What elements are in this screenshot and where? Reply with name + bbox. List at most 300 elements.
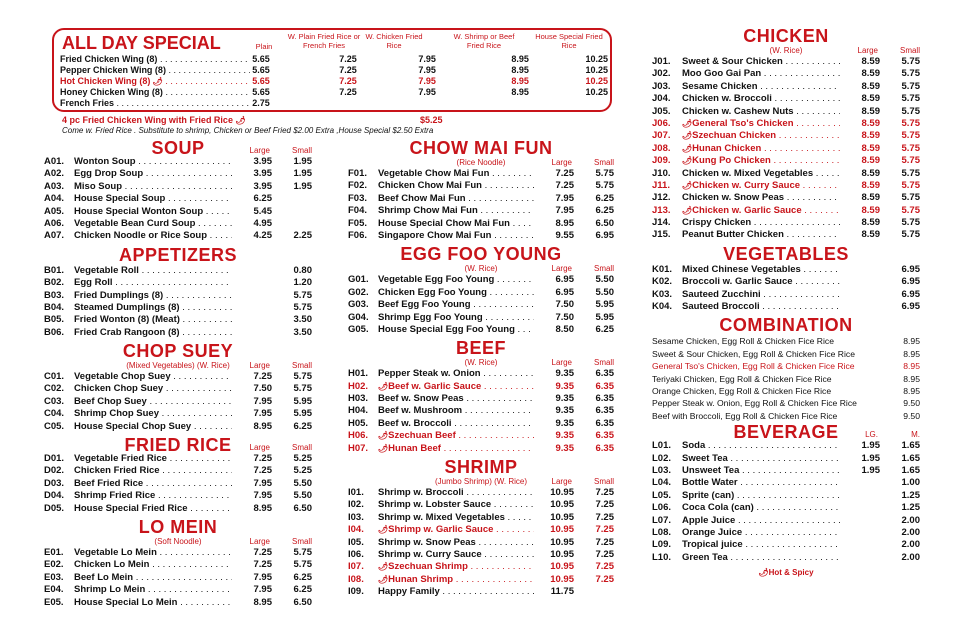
item-name-text: Fried Wonton (8) (Meat) (74, 314, 180, 326)
special-note: Come w. Fried Rice . Substitute to shrimp, Chicken or Beef Fried $2.00 Extra ,House Special $2.50 Extra (62, 126, 434, 135)
item-price-small: 6.35 (595, 368, 614, 380)
item-name (378, 418, 534, 430)
item-price-small: 6.25 (293, 571, 312, 583)
vegetables-title: VEGETABLES (723, 243, 849, 264)
item-name (682, 301, 840, 313)
item-price-small: 1.95 (293, 168, 312, 180)
item-price-small: 5.50 (595, 286, 614, 298)
appetizers-title: APPETIZERS (118, 244, 238, 265)
item-price-large: 7.95 (253, 571, 272, 583)
item-price-large: 9.35 (555, 368, 574, 380)
menu-item (652, 180, 920, 192)
chili-icon: 🌶 (682, 205, 693, 215)
special-price: 7.25 (339, 87, 357, 97)
item-price-large: 11.75 (550, 586, 574, 598)
item-name-text: Vegetable Lo Mein (74, 546, 157, 558)
menu-item (348, 499, 614, 511)
item-price-large: 7.50 (253, 383, 272, 395)
item-name (74, 597, 232, 609)
menu-item (348, 205, 614, 217)
item-code: A05. (44, 205, 65, 217)
special-price: 5.65 (252, 65, 270, 75)
menu-item (44, 572, 312, 584)
item-name (74, 503, 232, 515)
chowmaifun-section (348, 138, 614, 242)
item-code: B01. (44, 264, 65, 276)
item-price-large: 7.95 (555, 192, 574, 204)
menu-item (44, 371, 312, 383)
item-price-small: 7.25 (595, 561, 614, 573)
item-price-large: 8.95 (253, 596, 272, 608)
special-price: 7.95 (418, 54, 436, 64)
eggfooyoung-title: EGG FOO YOUNG (400, 244, 562, 265)
item-price-small: 5.75 (901, 204, 920, 216)
item-code: L06. (652, 502, 672, 514)
menu-item (44, 421, 312, 433)
item-price-small: 7.25 (595, 548, 614, 560)
beef-header-small: Small (593, 358, 614, 368)
menu-item (348, 393, 614, 405)
item-name-text: Szechuan Chicken (692, 130, 777, 142)
menu-item (44, 230, 312, 242)
chili-icon: 🌶 (378, 431, 389, 441)
item-price-large: 8.59 (861, 105, 880, 117)
item-code: L05. (652, 489, 672, 501)
item-price-small: 2.00 (901, 539, 920, 551)
special-item-name-text: Fried Chicken Wing (8) (60, 54, 158, 64)
item-name (74, 206, 232, 218)
chili-icon: 🌶 (682, 118, 693, 128)
item-price-large: 9.35 (555, 393, 574, 405)
item-name (682, 155, 840, 167)
item-price-large: 7.25 (555, 180, 574, 192)
item-price-large: 8.59 (861, 80, 880, 92)
menu-item (348, 168, 614, 180)
special-item (60, 76, 608, 87)
item-price-small: 1.65 (901, 452, 920, 464)
menu-item (44, 465, 312, 477)
item-code: B04. (44, 301, 65, 313)
special-price: 8.95 (511, 65, 529, 75)
menu-item (348, 574, 614, 586)
item-name-text: Sauteed Zucchini (682, 288, 761, 300)
item-name-text: Vegetable Bean Curd Soup (74, 217, 196, 229)
item-code: K03. (652, 288, 673, 300)
special-price: 7.95 (418, 76, 436, 86)
item-code: H05. (348, 417, 369, 429)
eggfooyoung-section (348, 244, 614, 336)
chowmaifun-title: CHOW MAI FUN (409, 138, 553, 158)
item-code: H07. (348, 442, 369, 454)
item-name-text: Peanut Butter Chicken (682, 229, 784, 241)
menu-item (652, 276, 920, 288)
item-price-small: 6.95 (901, 263, 920, 275)
item-code: E04. (44, 584, 64, 596)
item-price-large: 4.25 (253, 230, 272, 242)
item-price-large: 10.95 (550, 511, 574, 523)
menu-item (44, 290, 312, 302)
menu-item (44, 503, 312, 515)
chowmaifun-header-small: Small (593, 158, 614, 167)
menu-item (44, 597, 312, 609)
item-name-text: Shrimp w. Snow Peas (378, 536, 476, 548)
combo-name: Beef with Broccoli, Egg Roll & Chicken Fice Rice (652, 410, 838, 421)
shrimp-subtitle: (Jumbo Shrimp) (W. Rice) (434, 477, 527, 487)
chili-icon: 🌶 (758, 568, 769, 578)
menu-item (652, 106, 920, 118)
item-code: I08. (348, 573, 364, 585)
menu-item (44, 206, 312, 218)
item-code: L03. (652, 464, 672, 476)
item-name (74, 156, 232, 168)
item-name-text: Beef Chow Mai Fun (378, 192, 466, 204)
item-name (378, 524, 534, 536)
item-code: D04. (44, 490, 65, 502)
menu-item (652, 453, 920, 465)
item-name (74, 230, 232, 242)
lomein-section (44, 517, 312, 609)
item-name (74, 396, 232, 408)
combo-price: 9.50 (903, 410, 920, 421)
special-price: 8.95 (511, 76, 529, 86)
menu-item (652, 192, 920, 204)
item-price-small: 6.35 (595, 417, 614, 429)
item-price-small: 2.25 (293, 230, 312, 242)
menu-item (652, 465, 920, 477)
soup-header-large: Large (249, 146, 270, 155)
item-name-text: Hunan Beef (388, 442, 441, 454)
item-price-large: 8.50 (555, 323, 574, 335)
item-name (74, 421, 232, 433)
item-name (378, 512, 534, 524)
item-name-text: Apple Juice (682, 514, 736, 526)
combo-name: Sweet & Sour Chicken, Egg Roll & Chicken Fice Rice (652, 348, 855, 359)
menu-item (348, 524, 614, 536)
item-name (74, 314, 232, 326)
item-price-large: 8.95 (555, 217, 574, 229)
item-price-large: 7.95 (253, 490, 272, 502)
menu-item (652, 527, 920, 539)
item-name-text: Fried Dumplings (8) (74, 289, 164, 301)
item-name-text: Kung Po Chicken (692, 155, 771, 167)
item-name-text: Orange Juice (682, 526, 743, 538)
item-name-text: Shrimp w. Garlic Sauce (388, 524, 494, 536)
combo-item (652, 360, 920, 372)
item-name (74, 277, 232, 289)
item-code: H03. (348, 393, 369, 405)
item-code: J13. (652, 204, 671, 216)
item-name-text: Chicken Noodle or Rice Soup (74, 230, 208, 242)
menu-item (348, 561, 614, 573)
menu-item (348, 368, 614, 380)
item-price-small: 5.75 (293, 301, 312, 313)
special-item-name (60, 87, 250, 98)
special-price: 7.25 (339, 65, 357, 75)
item-price-small: 5.95 (293, 408, 312, 420)
item-price-small: 5.75 (293, 289, 312, 301)
item-code: H04. (348, 405, 369, 417)
item-code: K04. (652, 301, 673, 313)
item-price-large: 8.59 (861, 217, 880, 229)
menu-item (652, 56, 920, 68)
item-name (378, 312, 534, 324)
menu-item (348, 299, 614, 311)
chili-icon: 🌶 (682, 156, 693, 166)
item-price-small: 1.95 (293, 156, 312, 167)
lomein-header-small: Small (291, 536, 312, 546)
item-price-large: 9.35 (555, 405, 574, 417)
special-price: 2.75 (252, 98, 270, 108)
item-code: I02. (348, 499, 364, 511)
item-price-large: 10.95 (550, 573, 574, 585)
item-price-small: 6.25 (293, 584, 312, 596)
menu-item (348, 443, 614, 455)
item-code: G01. (348, 274, 369, 286)
item-name-text: Beef Lo Mein (74, 571, 134, 583)
item-price-small: 5.25 (293, 465, 312, 477)
chili-icon: 🌶 (378, 525, 389, 535)
menu-item (44, 277, 312, 289)
item-name (682, 217, 840, 229)
item-price-large: 7.95 (253, 395, 272, 407)
chili-icon: 🌶 (682, 131, 693, 141)
item-code: L10. (652, 551, 672, 563)
promo-text: 4 pc Fried Chicken Wing with Fried Rice (62, 115, 233, 125)
beverage-header-small: M. (911, 430, 920, 440)
special-price: 8.95 (511, 87, 529, 97)
item-price-small: 5.75 (293, 559, 312, 571)
friedrice-section (44, 435, 312, 515)
item-code: E05. (44, 596, 64, 608)
friedrice-header-large: Large (249, 443, 270, 453)
item-code: J07. (652, 130, 671, 142)
item-name (74, 559, 232, 571)
combo-item (652, 397, 920, 409)
item-price-large: 8.59 (861, 204, 880, 216)
chicken-title: CHICKEN (743, 26, 829, 46)
eggfooyoung-header-small: Small (593, 264, 614, 274)
menu-item (652, 155, 920, 167)
item-name (682, 539, 840, 551)
item-name (74, 265, 232, 277)
special-item-name-text: Honey Chicken Wing (8) (60, 87, 163, 97)
item-price-small: 2.00 (901, 551, 920, 563)
menu-item (652, 93, 920, 105)
combo-price: 8.95 (903, 385, 920, 396)
menu-item (652, 168, 920, 180)
item-price-large: 10.95 (550, 487, 574, 499)
item-name (682, 93, 840, 105)
item-code: J12. (652, 192, 671, 204)
item-price-large: 7.95 (555, 205, 574, 217)
item-price-small: 6.35 (595, 380, 614, 392)
beef-section (348, 338, 614, 455)
item-code: C02. (44, 383, 65, 395)
item-price-large: 10.95 (550, 536, 574, 548)
item-code: J01. (652, 56, 671, 67)
menu-item (44, 490, 312, 502)
item-code: I07. (348, 561, 364, 573)
beef-subtitle: (W. Rice) (464, 358, 498, 368)
item-price-large: 9.35 (555, 430, 574, 442)
shrimp-title: SHRIMP (444, 457, 518, 478)
item-name-text: Beef w. Mushroom (378, 405, 463, 417)
item-code: C05. (44, 420, 65, 432)
menu-item (44, 327, 312, 339)
chili-icon: 🌶 (682, 180, 693, 190)
item-price-large: 9.55 (555, 229, 574, 241)
item-price-small: 7.25 (595, 499, 614, 511)
item-name-text: Shrimp Chow Mai Fun (378, 205, 478, 217)
chicken-header-small: Small (899, 46, 920, 55)
item-name-text: Beef Chop Suey (74, 395, 147, 407)
menu-item (652, 217, 920, 229)
menu-item (44, 193, 312, 205)
special-price: 8.95 (511, 54, 529, 64)
item-price-small: 7.25 (595, 536, 614, 548)
item-code: J05. (652, 105, 671, 117)
item-name-text: Chicken Fried Rice (74, 465, 160, 477)
item-price-large: 9.35 (555, 380, 574, 392)
special-item-name (60, 65, 250, 76)
column-right (652, 26, 920, 577)
item-code: L02. (652, 452, 672, 464)
item-price-small: 5.75 (901, 167, 920, 179)
item-price-small: 6.25 (293, 420, 312, 432)
item-name (378, 537, 534, 549)
item-name-text: Beef Egg Foo Young (378, 299, 471, 311)
item-price-small: 6.50 (293, 502, 312, 514)
item-price-small: 1.95 (293, 180, 312, 192)
item-name (682, 264, 840, 276)
menu-item (44, 478, 312, 490)
item-name (682, 465, 840, 477)
item-price-small: 5.75 (901, 93, 920, 105)
special-price: 10.25 (585, 65, 608, 75)
item-name (74, 193, 232, 205)
menu-item (652, 68, 920, 80)
appetizers-section (44, 245, 312, 339)
item-price-small: 5.75 (901, 217, 920, 229)
special-header: W. Plain Fried Rice or French Fries (287, 32, 361, 50)
item-price-small: 1.20 (293, 277, 312, 289)
item-price-small: 5.50 (293, 490, 312, 502)
item-price-small: 5.75 (901, 80, 920, 92)
item-code: G03. (348, 299, 369, 311)
item-name-text: Chicken w. Broccoli (682, 93, 772, 105)
menu-item (652, 264, 920, 276)
item-price-small: 1.65 (901, 440, 920, 452)
item-price-small: 6.95 (901, 301, 920, 313)
menu-item (348, 512, 614, 524)
item-name (74, 478, 232, 490)
menu-item (652, 301, 920, 313)
item-name-text: Chicken Egg Foo Young (378, 286, 487, 298)
item-price-large: 9.35 (555, 417, 574, 429)
beef-title: BEEF (455, 338, 506, 359)
item-price-small: 5.95 (293, 395, 312, 407)
promo-price: $5.25 (420, 115, 443, 125)
item-name (378, 586, 534, 598)
legend-text: Hot & Spicy (768, 568, 814, 578)
item-name (378, 230, 534, 242)
item-name (378, 299, 534, 311)
item-price-large: 3.95 (253, 156, 272, 167)
eggfooyoung-subtitle: (W. Rice) (464, 264, 498, 274)
item-name (682, 289, 840, 301)
item-code: J11. (652, 179, 670, 191)
item-price-small: 5.95 (595, 299, 614, 311)
item-price-large: 6.25 (253, 193, 272, 205)
item-price-small: 5.75 (293, 546, 312, 558)
item-name-text: Beef Fried Rice (74, 477, 144, 489)
item-name (378, 168, 534, 180)
combo-name: Teriyaki Chicken, Egg Roll & Chicken Fice Rice (652, 373, 832, 384)
eggfooyoung-header-large: Large (551, 264, 572, 274)
item-code: L07. (652, 514, 672, 526)
item-code: A02. (44, 168, 65, 180)
item-name-text: Vegetable Chow Mai Fun (378, 168, 490, 179)
item-name-text: Chicken w. Snow Peas (682, 192, 785, 204)
item-name (378, 487, 534, 499)
chopsuey-subtitle: (Mixed Vegetables) (W. Rice) (126, 361, 230, 371)
item-name (682, 502, 840, 514)
item-price-small: 5.75 (901, 68, 920, 80)
item-name-text: Chicken w. Mixed Vegetables (682, 167, 814, 179)
item-price-small: 2.00 (901, 526, 920, 538)
item-price-small: 7.25 (595, 573, 614, 585)
item-name-text: Szechuan Shrimp (388, 561, 468, 573)
item-price-small: 2.00 (901, 514, 920, 526)
friedrice-header-small: Small (291, 443, 312, 453)
chopsuey-header-large: Large (249, 361, 270, 371)
item-price-small: 6.95 (595, 229, 614, 241)
item-price-large: 3.95 (253, 168, 272, 180)
item-name-text: Sesame Chicken (682, 80, 758, 92)
special-price: 7.25 (339, 76, 357, 86)
item-name (682, 143, 840, 155)
item-name (378, 218, 534, 230)
special-price: 10.25 (585, 54, 608, 64)
lomein-subtitle: (Soft Noodle) (154, 536, 202, 546)
item-price-small: 5.75 (901, 155, 920, 167)
special-price: 5.65 (252, 54, 270, 64)
item-name-text: Chicken w. Garlic Sauce (692, 204, 802, 216)
item-code: K01. (652, 263, 673, 275)
item-name (378, 193, 534, 205)
promo-line (62, 115, 482, 125)
item-name (74, 572, 232, 584)
menu-item (44, 584, 312, 596)
beef-header-large: Large (551, 358, 572, 368)
item-price-large: 8.59 (861, 142, 880, 154)
special-price: 5.65 (252, 76, 270, 86)
item-price-small: 1.25 (901, 489, 920, 501)
item-code: F04. (348, 205, 368, 217)
menu-item (652, 515, 920, 527)
item-name (378, 561, 534, 573)
menu-item (348, 312, 614, 324)
item-price-small: 5.75 (595, 168, 614, 179)
item-name-text: House Special Chop Suey (74, 420, 192, 432)
menu-item (348, 274, 614, 286)
chili-icon: 🌶 (378, 381, 389, 391)
item-name-text: House Special Wonton Soup (74, 205, 204, 217)
vegetables-section (652, 244, 920, 314)
soup-title: SOUP (151, 138, 205, 158)
menu-item (652, 477, 920, 489)
chili-icon: 🌶 (378, 562, 389, 572)
